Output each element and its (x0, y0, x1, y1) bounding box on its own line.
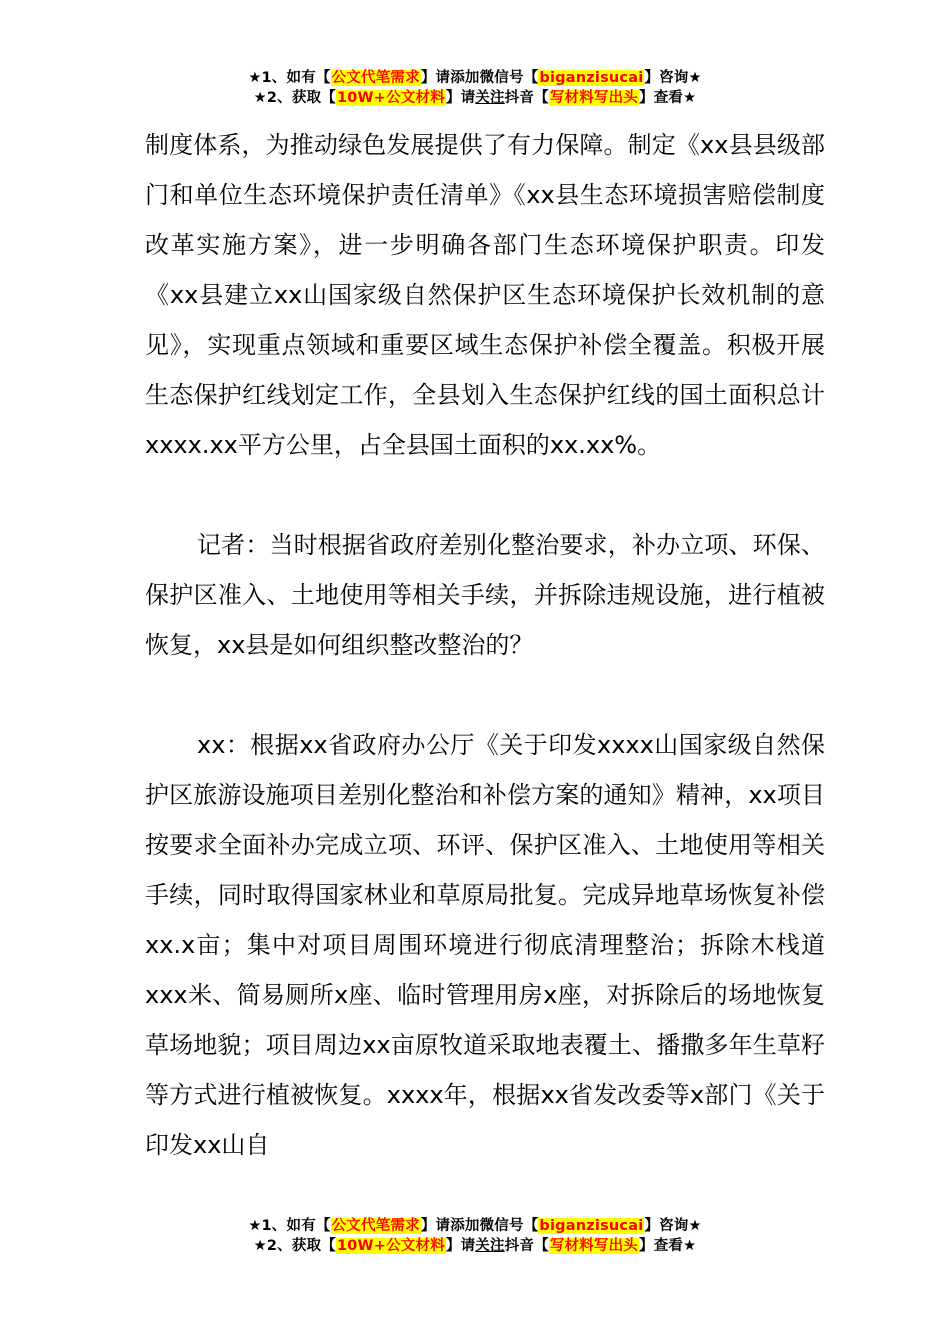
highlight-wechat-id: biganzisucai (539, 70, 644, 86)
banner-text: ★2、获取【 (253, 1238, 336, 1254)
banner-line-1 (0, 1216, 950, 1236)
banner-line-2 (0, 88, 950, 108)
banner-text: 】咨询★ (644, 1218, 702, 1234)
document-body (145, 120, 825, 1170)
banner-text: 】请 (445, 90, 476, 106)
paragraph-spacer (145, 470, 825, 520)
header-banner (0, 68, 950, 108)
banner-text: 】请添加微信号【 (420, 1218, 539, 1234)
paragraph-spacer (145, 670, 825, 720)
highlight-materials: 10W+公文材料 (336, 90, 445, 106)
highlight-douyin-account: 写材料写出头 (549, 1238, 639, 1254)
banner-line-1 (0, 68, 950, 88)
banner-text: 抖音【 (504, 1238, 549, 1254)
paragraph-3-answer: xx：根据xx省政府办公厅《关于印发xxxx山国家级自然保护区旅游设施项目差别化整治和补偿方案的通知》精神，xx项目按要求全面补办完成立项、环评、保护区准入、土地使用等相关手续，同时取得国家林业和草原局批复。完成异地草场恢复补偿xx.x亩；集中对项目周围环境进行彻底清理整治；拆除木栈道xxx米、简易厕所x座、临时管理用房x座，对拆除后的场地恢复草场地貌；项目周边xx亩原牧道采取地表覆土、播撒多年生草籽等方式进行植被恢复。xxxx年，根据xx省发改委等x部门《关于印发xx山自 (145, 731, 825, 1159)
banner-text: 】请 (445, 1238, 476, 1254)
highlight-wechat-id: biganzisucai (539, 1218, 644, 1234)
paragraph-2-question: 记者：当时根据省政府差别化整治要求，补办立项、环保、保护区准入、土地使用等相关手续，并拆除违规设施，进行植被恢复，xx县是如何组织整改整治的？ (145, 531, 825, 659)
underlined-follow: 关注 (475, 90, 505, 106)
highlight-materials: 10W+公文材料 (336, 1238, 445, 1254)
banner-text: ★2、获取【 (253, 90, 336, 106)
banner-text: ★1、如有【 (248, 70, 331, 86)
banner-text: 】请添加微信号【 (420, 70, 539, 86)
highlight-service: 公文代笔需求 (331, 1218, 420, 1234)
underlined-follow: 关注 (475, 1238, 505, 1254)
footer-banner (0, 1216, 950, 1256)
highlight-douyin-account: 写材料写出头 (549, 90, 639, 106)
paragraph-1: 制度体系，为推动绿色发展提供了有力保障。制定《xx县县级部门和单位生态环境保护责任清单》《xx县生态环境损害赔偿制度改革实施方案》，进一步明确各部门生态环境保护职责。印发《xx县建立xx山国家级自然保护区生态环境保护长效机制的意见》，实现重点领域和重要区域生态保护补偿全覆盖。积极开展生态保护红线划定工作，全县划入生态保护红线的国土面积总计xxxx.xx平方公里，占全县国土面积的xx.xx%。 (145, 131, 825, 459)
banner-text: 】查看★ (639, 90, 697, 106)
highlight-service: 公文代笔需求 (331, 70, 420, 86)
banner-text: 】咨询★ (644, 70, 702, 86)
banner-line-2 (0, 1236, 950, 1256)
banner-text: 】查看★ (639, 1238, 697, 1254)
banner-text: ★1、如有【 (248, 1218, 331, 1234)
banner-text: 抖音【 (504, 90, 549, 106)
